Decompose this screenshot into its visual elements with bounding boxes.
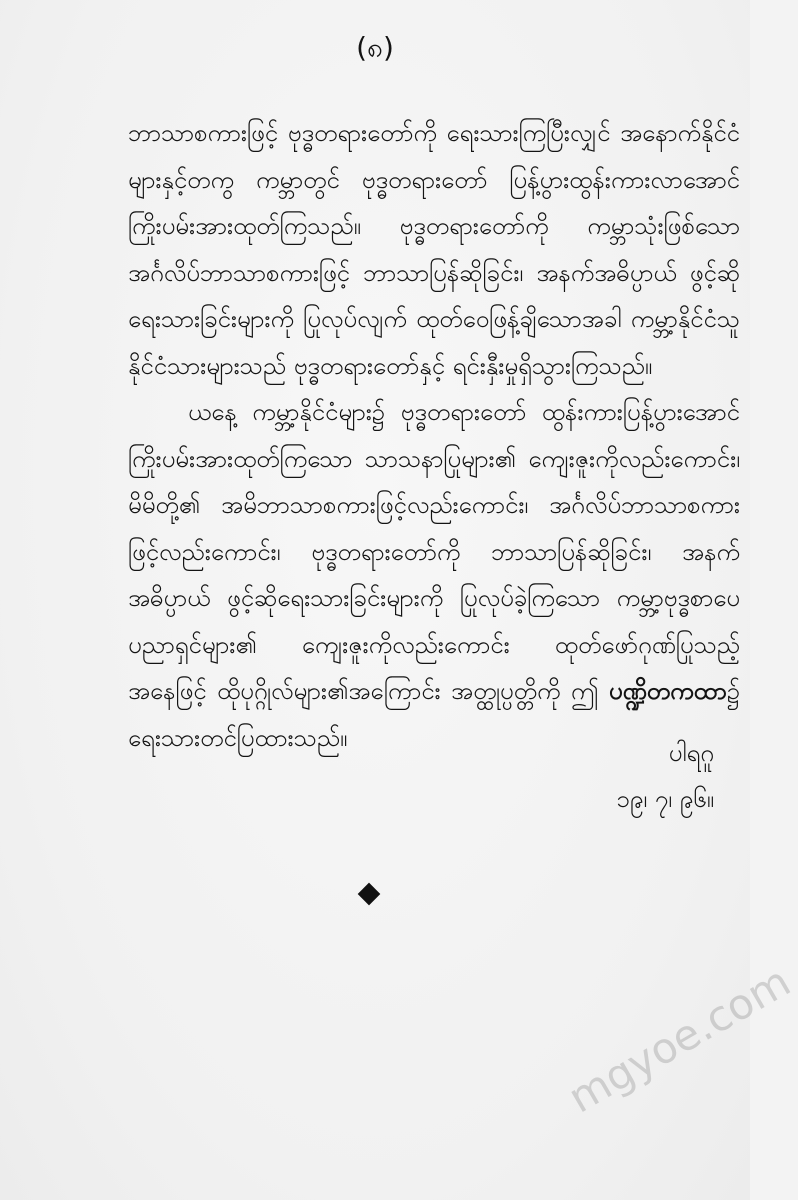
- watermark: mgyoe.com: [560, 956, 798, 1123]
- paragraph-2-text-after: ၌ ရေးသားတင်ပြထားသည်။: [128, 677, 740, 752]
- paragraph-2-text-before: ယနေ့ ကမ္ဘာ့နိုင်ငံများ၌ ဗုဒ္ဓတရားတော် ထွန်းကားပြန့်ပွားအောင် ကြိုးပမ်းအားထုတ်ကြသော သာသနာပြုများ၏ ကျေးဇူးကိုလည်းကောင်း၊ မိမိတို့၏ အမိဘာသာစကားဖြင့်လည်းကောင်း၊ အင်္ဂလိပ်ဘာသာစကားဖြင့်လည်းကောင်း၊ ဗုဒ္ဓတရားတော်ကို ဘာသာပြန်ဆိုခြင်း၊ အနက်အဓိပ္ပာယ် ဖွင့်ဆိုရေးသားခြင်းများကို ပြုလုပ်ခဲ့ကြသော ကမ္ဘာ့ဗုဒ္ဓစာပေ ပညာရှင်များ၏ ကျေးဇူးကိုလည်းကောင်း ထုတ်ဖော်ဂုဏ်ပြုသည့်အနေဖြင့် ထိုပုဂ္ဂိုလ်များ၏အကြောင်း အတ္ထုပ္ပတ္တိကို ဤ: [128, 398, 740, 705]
- paragraph-2: [128, 389, 740, 761]
- author-signature: ပါရဂူ: [668, 739, 714, 767]
- signature-date: ၁၉၊ ၇၊ ၉၆။: [616, 785, 714, 813]
- body-text: [128, 110, 740, 761]
- paragraph-1: ဘာသာစကားဖြင့် ဗုဒ္ဓတရားတော်ကို ရေးသားကြပြီးလျှင် အနောက်နိုင်ငံများနှင့်တကွ ကမ္ဘာတွင် ဗုဒ္ဓတရားတော် ပြန့်ပွားထွန်းကားလာအောင် ကြိုးပမ်းအားထုတ်ကြသည်။ ဗုဒ္ဓတရားတော်ကို ကမ္ဘာသုံးဖြစ်သော အင်္ဂလိပ်ဘာသာစကားဖြင့် ဘာသာပြန်ဆိုခြင်း၊ အနက်အဓိပ္ပာယ် ဖွင့်ဆိုရေးသားခြင်းများကို ပြုလုပ်လျက် ထုတ်ဝေဖြန့်ချိသောအခါ ကမ္ဘာ့နိုင်ငံသူ နိုင်ငံသားများသည် ဗုဒ္ဓတရားတော်နှင့် ရင်းနှီးမှုရှိသွားကြသည်။: [128, 119, 740, 380]
- book-title-emphasis: ပဏ္ဍိတကထာ: [608, 677, 727, 705]
- diamond-bullet-icon: [358, 883, 381, 906]
- page-number: (၈): [356, 31, 394, 64]
- signature-block: [616, 730, 714, 822]
